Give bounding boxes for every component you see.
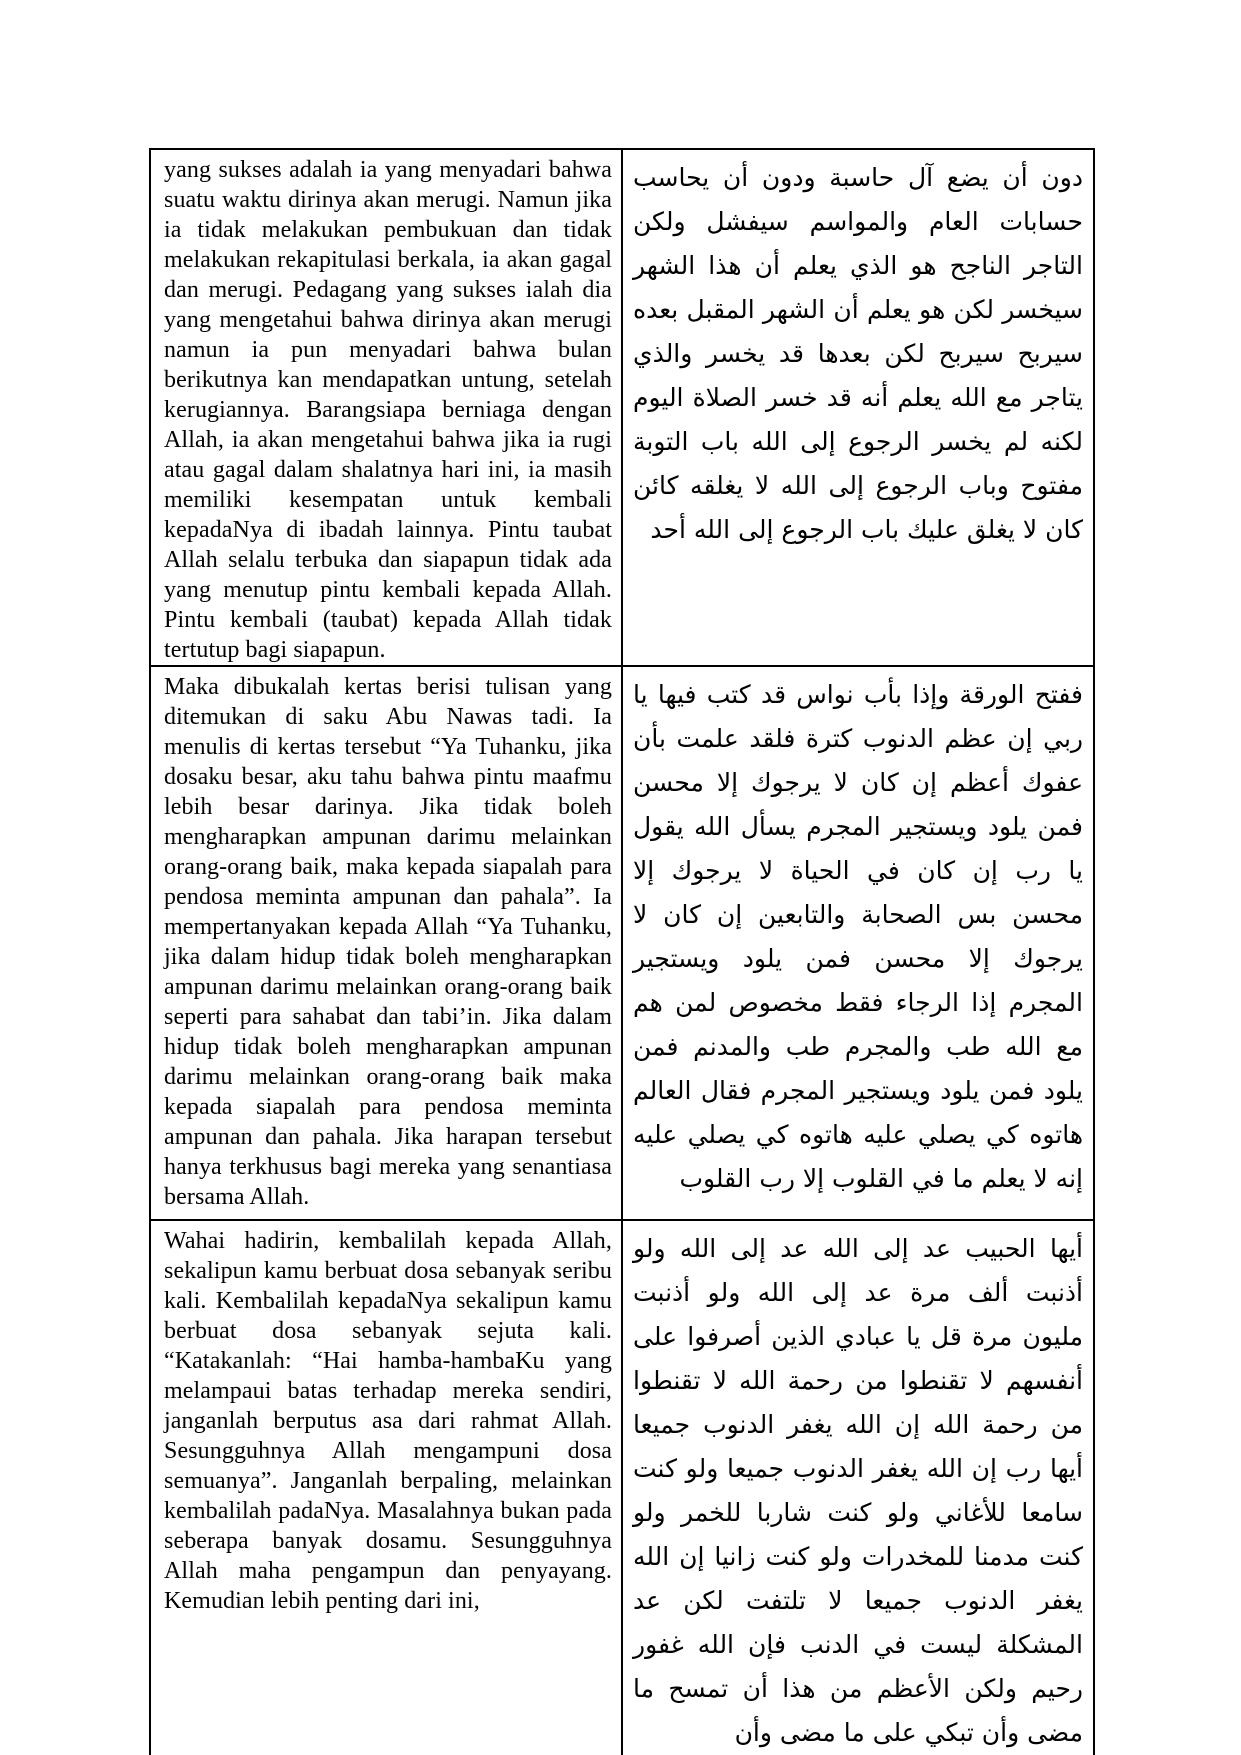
bilingual-table [149, 148, 1095, 1755]
table-row-2 [150, 666, 1094, 1220]
arabic-text-cell-3: أيها الحبيب عد إلى الله عد إلى الله ولو أذنبت ألف مرة عد إلى الله ولو أذنبت مليون مرة قل يا عبادي الذين أصرفوا على أنفسهم لا تقنطوا من رحمة الله لا تقنطوا من رحمة الله إن الله يغفر الدنوب جميعا أيها رب إن الله يغفر الدنوب جميعا ولو كنت سامعا للأغاني ولو كنت شاربا للخمر ولو كنت مدمنا للمخدرات ولو كنت زانيا إن الله يغفر الدنوب جميعا لا تلتفت لكن عد المشكلة ليست في الدنب فإن الله غفور رحيم ولكن الأعظم من هذا أن تمسح ما مضى وأن تبكي على ما مضى وأن [622, 1220, 1094, 1755]
indonesian-text-cell-1: yang sukses adalah ia yang menyadari bahwa suatu waktu dirinya akan merugi. Namun jika ia tidak melakukan pembukuan dan tidak melakukan rekapitulasi berkala, ia akan gagal dan merugi. Pedagang yang sukses ialah dia yang mengetahui bahwa dirinya akan merugi namun ia pun menyadari bahwa bulan berikutnya kan mendapatkan untung, setelah kerugiannya. Barangsiapa berniaga dengan Allah, ia akan mengetahui bahwa jika ia rugi atau gagal dalam shalatnya hari ini, ia masih memiliki kesempatan untuk kembali kepadaNya di ibadah lainnya. Pintu taubat Allah selalu terbuka dan siapapun tidak ada yang menutup pintu kembali kepada Allah. Pintu kembali (taubat) kepada Allah tidak tertutup bagi siapapun. [150, 149, 622, 666]
indonesian-text-cell-2: Maka dibukalah kertas berisi tulisan yang ditemukan di saku Abu Nawas tadi. Ia menulis di kertas tersebut “Ya Tuhanku, jika dosaku besar, aku tahu bahwa pintu maafmu lebih besar darinya. Jika tidak boleh mengharapkan ampunan darimu melainkan orang-orang baik, maka kepada siapalah para pendosa meminta ampunan dan pahala”. Ia mempertanyakan kepada Allah “Ya Tuhanku, jika dalam hidup tidak boleh mengharapkan ampunan darimu melainkan orang-orang baik seperti para sahabat dan tabi’in. Jika dalam hidup tidak boleh mengharapkan ampunan darimu melainkan orang-orang baik maka kepada siapalah para pendosa meminta ampunan dan pahala. Jika harapan tersebut hanya terkhusus bagi mereka yang senantiasa bersama Allah. [150, 666, 622, 1220]
table-row-1 [150, 149, 1094, 666]
table-row-3 [150, 1220, 1094, 1755]
arabic-text-cell-2: ففتح الورقة وإذا بأب نواس قد كتب فيها يا ربي إن عظم الدنوب كترة فلقد علمت بأن عفوك أعظم إن كان لا يرجوك إلا محسن فمن يلود ويستجير المجرم يسأل الله يقول يا رب إن كان في الحياة لا يرجوك إلا محسن بس الصحابة والتابعين إن كان لا يرجوك إلا محسن فمن يلود ويستجير المجرم إذا الرجاء فقط مخصوص لمن هم مع الله طب والمجرم طب والمدنم فمن يلود فمن يلود ويستجير المجرم فقال العالم هاتوه كي يصلي عليه هاتوه كي يصلي عليه إنه لا يعلم ما في القلوب إلا رب القلوب [622, 666, 1094, 1220]
indonesian-text-cell-3: Wahai hadirin, kembalilah kepada Allah, sekalipun kamu berbuat dosa sebanyak seribu kali. Kembalilah kepadaNya sekalipun kamu berbuat dosa sebanyak sejuta kali. “Katakanlah: “Hai hamba-hambaKu yang melampaui batas terhadap mereka sendiri, janganlah berputus asa dari rahmat Allah. Sesungguhnya Allah mengampuni dosa semuanya”. Janganlah berpaling, melainkan kembalilah padaNya. Masalahnya bukan pada seberapa banyak dosamu. Sesungguhnya Allah maha pengampun dan penyayang. Kemudian lebih penting dari ini, [150, 1220, 622, 1755]
arabic-text-cell-1: دون أن يضع آل حاسبة ودون أن يحاسب حسابات العام والمواسم سيفشل ولكن التاجر الناجح هو الذي يعلم أن هذا الشهر سيخسر لكن هو يعلم أن الشهر المقبل بعده سيربح سيربح لكن بعدها قد يخسر والذي يتاجر مع الله يعلم أنه قد خسر الصلاة اليوم لكنه لم يخسر الرجوع إلى الله باب التوبة مفتوح وباب الرجوع إلى الله لا يغلقه كائن كان لا يغلق عليك باب الرجوع إلى الله أحد [622, 149, 1094, 666]
